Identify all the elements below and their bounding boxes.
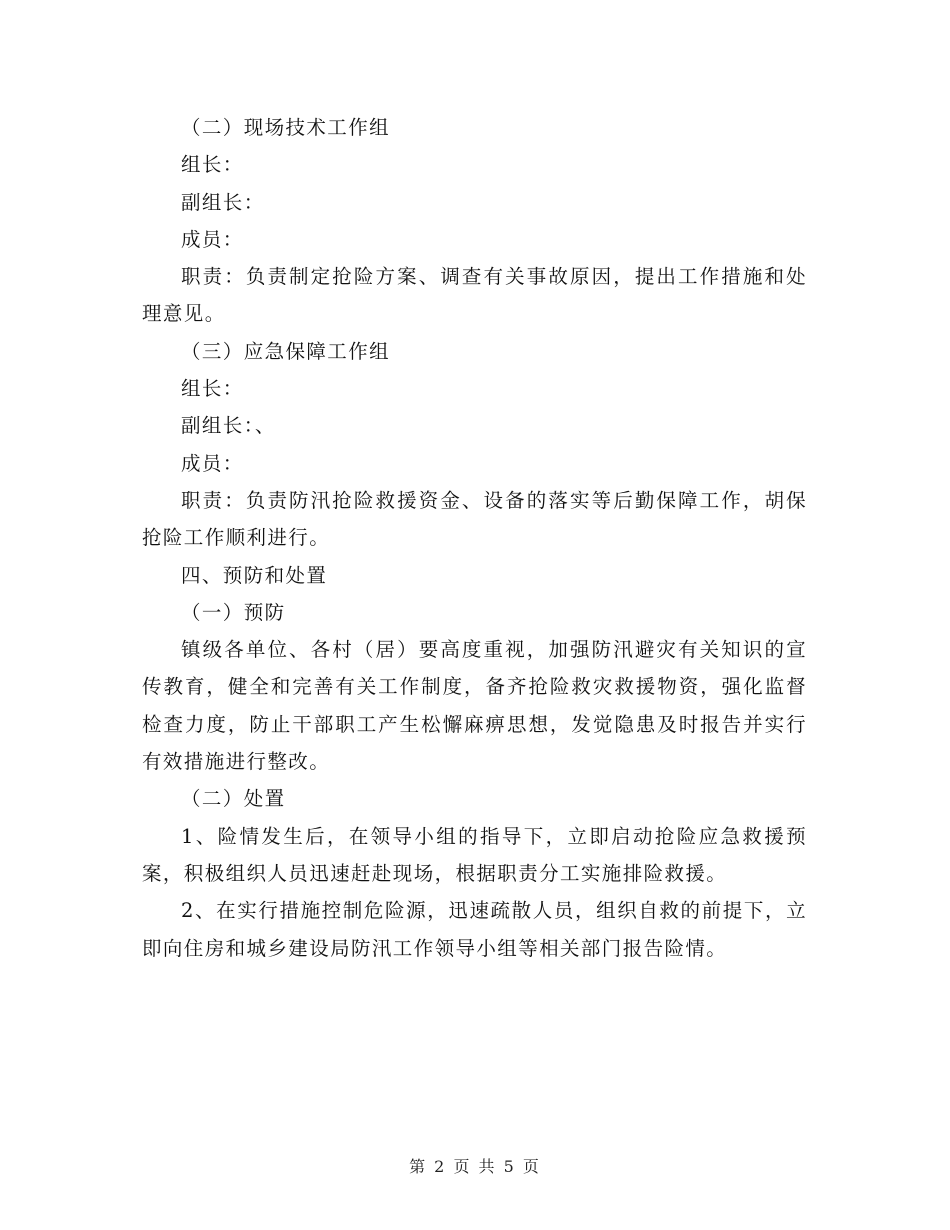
- duties-paragraph: 职责：负责制定抢险方案、调查有关事故原因，提出工作措施和处理意见。: [142, 265, 807, 326]
- members-line: 成员：: [181, 451, 244, 475]
- members-line: 成员：: [181, 227, 244, 251]
- document-body: [142, 109, 807, 967]
- duties-paragraph: 职责：负责防汛抢险救援资金、设备的落实等后勤保障工作，胡保抢险工作顺利进行。: [142, 488, 807, 550]
- subheading-prevention: （一）预防: [181, 600, 286, 624]
- handling-item-2: 2、在实行措施控制危险源，迅速疏散人员，组织自救的前提下，立即向住房和城乡建设局防汛工作领导小组等相关部门报告险情。: [142, 899, 807, 960]
- group-leader-line: 组长：: [181, 153, 244, 177]
- page-footer: [0, 1154, 950, 1177]
- section-heading-prevention-and-handling: 四、预防和处置: [181, 563, 328, 587]
- deputy-leader-line: 副组长：、: [181, 414, 276, 438]
- subheading-handling: （二）处置: [181, 787, 286, 811]
- handling-item-1: 1、险情发生后，在领导小组的指导下，立即启动抢险应急救援预案，积极组织人员迅速赶赴现场，根据职责分工实施排险救援。: [142, 824, 807, 885]
- heading-onsite-technical-group: （二）现场技术工作组: [181, 116, 391, 139]
- total-pages-number: 5: [503, 1157, 516, 1176]
- footer-suffix: 页: [522, 1157, 541, 1176]
- footer-prefix: 第: [409, 1157, 428, 1176]
- prevention-paragraph: 镇级各单位、各村（居）要高度重视，加强防汛避灾有关知识的宣传教育，健全和完善有关工作制度，备齐抢险救灾救援物资，强化监督检查力度，防止干部职工产生松懈麻痹思想，发觉隐患及时报告并实行有效措施进行整改。: [142, 638, 807, 774]
- footer-middle: 页 共: [453, 1157, 497, 1176]
- deputy-leader-line: 副组长：: [181, 190, 265, 214]
- group-leader-line: 组长：: [181, 377, 244, 401]
- heading-emergency-support-group: （三）应急保障工作组: [181, 339, 391, 363]
- current-page-number: 2: [434, 1157, 447, 1176]
